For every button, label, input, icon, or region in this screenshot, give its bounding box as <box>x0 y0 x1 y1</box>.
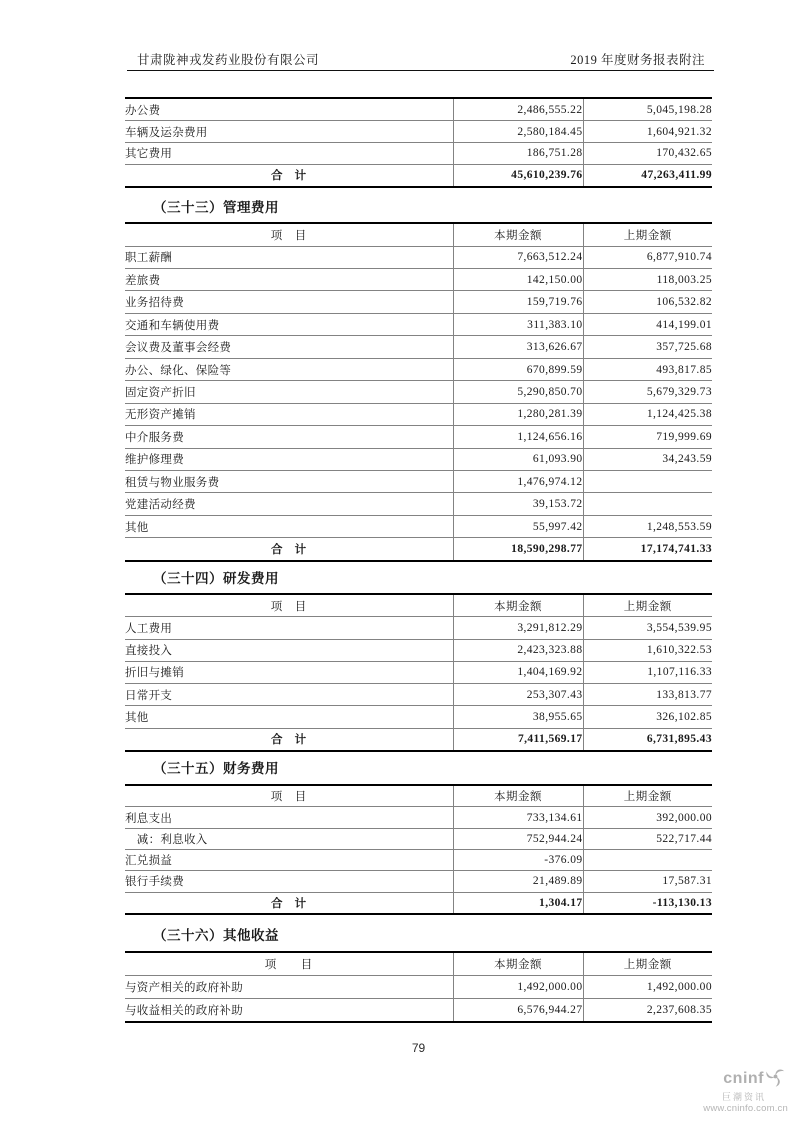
item-cell: 人工费用 <box>125 623 173 635</box>
prior-amount-cell: 1,124,425.38 <box>583 403 712 425</box>
current-amount-cell: 39,153.72 <box>453 493 583 515</box>
table-selling-expense-continuation <box>125 97 712 188</box>
current-amount-cell: 313,626.67 <box>453 336 583 358</box>
cninfo-brand-row <box>668 1066 788 1092</box>
prior-amount-cell: 2,237,608.35 <box>583 998 712 1022</box>
section-heading-34: （三十四）研发费用 <box>153 571 279 586</box>
cninfo-url: www.cninfo.com.cn <box>703 1103 788 1115</box>
prior-amount-cell: 1,248,553.59 <box>583 515 712 537</box>
current-amount-cell: 1,280,281.39 <box>453 403 583 425</box>
current-amount-cell: 6,576,944.27 <box>453 998 583 1022</box>
item-cell: 会议费及董事会经费 <box>125 342 232 355</box>
current-amount-cell: 186,751.28 <box>453 142 583 164</box>
item-cell: 其他 <box>125 711 149 724</box>
item-cell: 中介服务费 <box>125 431 184 444</box>
current-period-column-header: 本期金额 <box>453 952 583 976</box>
item-cell: 交通和车辆使用费 <box>125 319 220 332</box>
table-row <box>125 470 712 492</box>
table-row <box>125 828 712 849</box>
item-cell: 无形资产摊销 <box>125 409 196 422</box>
prior-amount-cell: 106,532.82 <box>583 291 712 313</box>
prior-amount-cell: 1,107,116.33 <box>583 661 712 683</box>
current-amount-cell: 7,663,512.24 <box>453 246 583 268</box>
table-row <box>125 121 712 143</box>
item-cell: 办公费 <box>125 104 161 117</box>
report-title: 2019 年度财务报表附注 <box>570 53 705 67</box>
prior-amount-cell: 6,731,895.43 <box>583 728 712 751</box>
table-other-income <box>125 951 712 1023</box>
prior-amount-cell: 719,999.69 <box>583 426 712 448</box>
table-row <box>125 639 712 661</box>
cninfo-chinese-name: 巨潮资讯 <box>721 1091 766 1102</box>
current-amount-cell: 1,404,169.92 <box>453 661 583 683</box>
current-period-column-header: 本期金额 <box>453 594 583 617</box>
total-row <box>125 164 712 187</box>
cninfo-brand-text: cninf <box>723 1070 764 1087</box>
item-cell: 利息支出 <box>125 812 173 825</box>
item-cell: 银行手续费 <box>125 876 184 889</box>
item-cell: 合 计 <box>271 544 307 557</box>
table-row <box>125 706 712 728</box>
table-rd-expense <box>125 593 712 752</box>
item-cell: 汇兑损益 <box>125 855 173 868</box>
table-row <box>125 976 712 999</box>
current-amount-cell: 2,423,323.88 <box>453 639 583 661</box>
prior-amount-cell: 1,492,000.00 <box>583 976 712 999</box>
table-row <box>125 358 712 380</box>
prior-amount-cell <box>583 470 712 492</box>
prior-amount-cell: 392,000.00 <box>583 807 712 828</box>
prior-amount-cell: 170,432.65 <box>583 142 712 164</box>
table-row <box>125 661 712 683</box>
prior-amount-cell: 6,877,910.74 <box>583 246 712 268</box>
admin-expense-table <box>125 222 712 562</box>
current-amount-cell: 61,093.90 <box>453 448 583 470</box>
current-amount-cell: 2,486,555.22 <box>453 98 583 121</box>
item-cell: 维护修理费 <box>125 454 184 467</box>
item-cell: 党建活动经费 <box>125 499 196 512</box>
header-rule <box>127 70 714 71</box>
prior-period-column-header: 上期金额 <box>583 223 712 246</box>
prior-amount-cell: 326,102.85 <box>583 706 712 728</box>
current-amount-cell: 311,383.10 <box>453 313 583 335</box>
current-amount-cell: 670,899.59 <box>453 358 583 380</box>
current-amount-cell: 18,590,298.77 <box>453 538 583 561</box>
prior-amount-cell: 17,587.31 <box>583 871 712 892</box>
finance-expense-table <box>125 784 712 915</box>
current-amount-cell: 752,944.24 <box>453 828 583 849</box>
item-cell: 与资产相关的政府补助 <box>125 981 243 994</box>
table-row <box>125 448 712 470</box>
item-cell: 职工薪酬 <box>125 252 173 265</box>
table-header-row <box>125 952 712 976</box>
table-row <box>125 684 712 706</box>
table-row <box>125 871 712 892</box>
table-row <box>125 403 712 425</box>
item-cell: 办公、绿化、保险等 <box>125 364 232 377</box>
table-row <box>125 426 712 448</box>
cninfo-swirl-icon <box>765 1066 786 1092</box>
prior-amount-cell: 522,717.44 <box>583 828 712 849</box>
prior-amount-cell: 1,604,921.32 <box>583 121 712 143</box>
expense-table <box>125 97 712 188</box>
current-amount-cell: -376.09 <box>453 849 583 870</box>
current-amount-cell: 45,610,239.76 <box>453 164 583 187</box>
item-cell: 减：利息收入 <box>125 833 208 846</box>
section-heading-35: （三十五）财务费用 <box>153 761 279 776</box>
table-row <box>125 336 712 358</box>
prior-amount-cell: 17,174,741.33 <box>583 538 712 561</box>
prior-amount-cell <box>583 493 712 515</box>
table-row <box>125 381 712 403</box>
other-income-table <box>125 951 712 1023</box>
current-amount-cell: 142,150.00 <box>453 269 583 291</box>
prior-period-column-header: 上期金额 <box>583 952 712 976</box>
item-cell: 合 计 <box>271 170 307 183</box>
table-header-row <box>125 594 712 617</box>
current-amount-cell: 1,124,656.16 <box>453 426 583 448</box>
item-cell: 直接投入 <box>125 645 173 658</box>
current-amount-cell: 159,719.76 <box>453 291 583 313</box>
total-row <box>125 728 712 751</box>
table-row <box>125 617 712 639</box>
item-cell: 租赁与物业服务费 <box>125 476 220 489</box>
current-amount-cell: 3,291,812.29 <box>453 617 583 639</box>
cninfo-watermark <box>668 1066 788 1115</box>
item-column-header: 项 目 <box>270 229 307 242</box>
table-finance-expense <box>125 784 712 915</box>
section-heading-36: （三十六）其他收益 <box>153 928 279 943</box>
table-header-row <box>125 223 712 246</box>
item-cell: 车辆及运杂费用 <box>125 126 208 139</box>
prior-amount-cell: 118,003.25 <box>583 269 712 291</box>
prior-amount-cell: 5,679,329.73 <box>583 381 712 403</box>
item-cell: 与收益相关的政府补助 <box>125 1004 243 1017</box>
prior-amount-cell: -113,130.13 <box>583 892 712 914</box>
item-cell: 其它费用 <box>125 148 173 161</box>
item-cell: 折旧与摊销 <box>125 667 184 680</box>
item-cell: 业务招待费 <box>125 297 184 310</box>
table-row <box>125 849 712 870</box>
prior-amount-cell: 34,243.59 <box>583 448 712 470</box>
prior-amount-cell: 47,263,411.99 <box>583 164 712 187</box>
item-column-header: 项 目 <box>264 959 313 972</box>
prior-amount-cell: 5,045,198.28 <box>583 98 712 121</box>
item-cell: 合 计 <box>271 897 307 910</box>
current-amount-cell: 7,411,569.17 <box>453 728 583 751</box>
table-row <box>125 246 712 268</box>
item-cell: 其他 <box>125 521 149 534</box>
current-amount-cell: 2,580,184.45 <box>453 121 583 143</box>
section-heading-33: （三十三）管理费用 <box>153 200 279 215</box>
total-row <box>125 538 712 561</box>
table-row <box>125 142 712 164</box>
current-amount-cell: 38,955.65 <box>453 706 583 728</box>
current-amount-cell: 55,997.42 <box>453 515 583 537</box>
total-row <box>125 892 712 914</box>
company-name: 甘肃陇神戎发药业股份有限公司 <box>137 53 320 67</box>
table-row <box>125 291 712 313</box>
rd-expense-table <box>125 593 712 752</box>
current-amount-cell: 733,134.61 <box>453 807 583 828</box>
item-cell: 合 计 <box>271 734 307 747</box>
prior-amount-cell: 357,725.68 <box>583 336 712 358</box>
current-period-column-header: 本期金额 <box>453 223 583 246</box>
current-amount-cell: 253,307.43 <box>453 684 583 706</box>
prior-amount-cell: 1,610,322.53 <box>583 639 712 661</box>
prior-amount-cell: 133,813.77 <box>583 684 712 706</box>
table-row <box>125 493 712 515</box>
table-row <box>125 98 712 121</box>
item-column-header: 项 目 <box>270 600 307 613</box>
table-row <box>125 807 712 828</box>
item-column-header: 项 目 <box>270 791 307 804</box>
table-row <box>125 269 712 291</box>
table-header-row <box>125 785 712 807</box>
prior-period-column-header: 上期金额 <box>583 785 712 807</box>
table-admin-expense <box>125 222 712 562</box>
prior-period-column-header: 上期金额 <box>583 594 712 617</box>
current-amount-cell: 21,489.89 <box>453 871 583 892</box>
table-row <box>125 998 712 1022</box>
current-amount-cell: 1,304.17 <box>453 892 583 914</box>
current-amount-cell: 1,492,000.00 <box>453 976 583 999</box>
prior-amount-cell <box>583 849 712 870</box>
prior-amount-cell: 414,199.01 <box>583 313 712 335</box>
current-amount-cell: 1,476,974.12 <box>453 470 583 492</box>
prior-amount-cell: 493,817.85 <box>583 358 712 380</box>
page-number: 79 <box>411 1041 426 1055</box>
table-row <box>125 313 712 335</box>
item-cell: 差旅费 <box>125 274 161 287</box>
current-period-column-header: 本期金额 <box>453 785 583 807</box>
prior-amount-cell: 3,554,539.95 <box>583 617 712 639</box>
item-cell: 固定资产折旧 <box>125 386 196 399</box>
table-row <box>125 515 712 537</box>
item-cell: 日常开支 <box>125 689 173 702</box>
current-amount-cell: 5,290,850.70 <box>453 381 583 403</box>
